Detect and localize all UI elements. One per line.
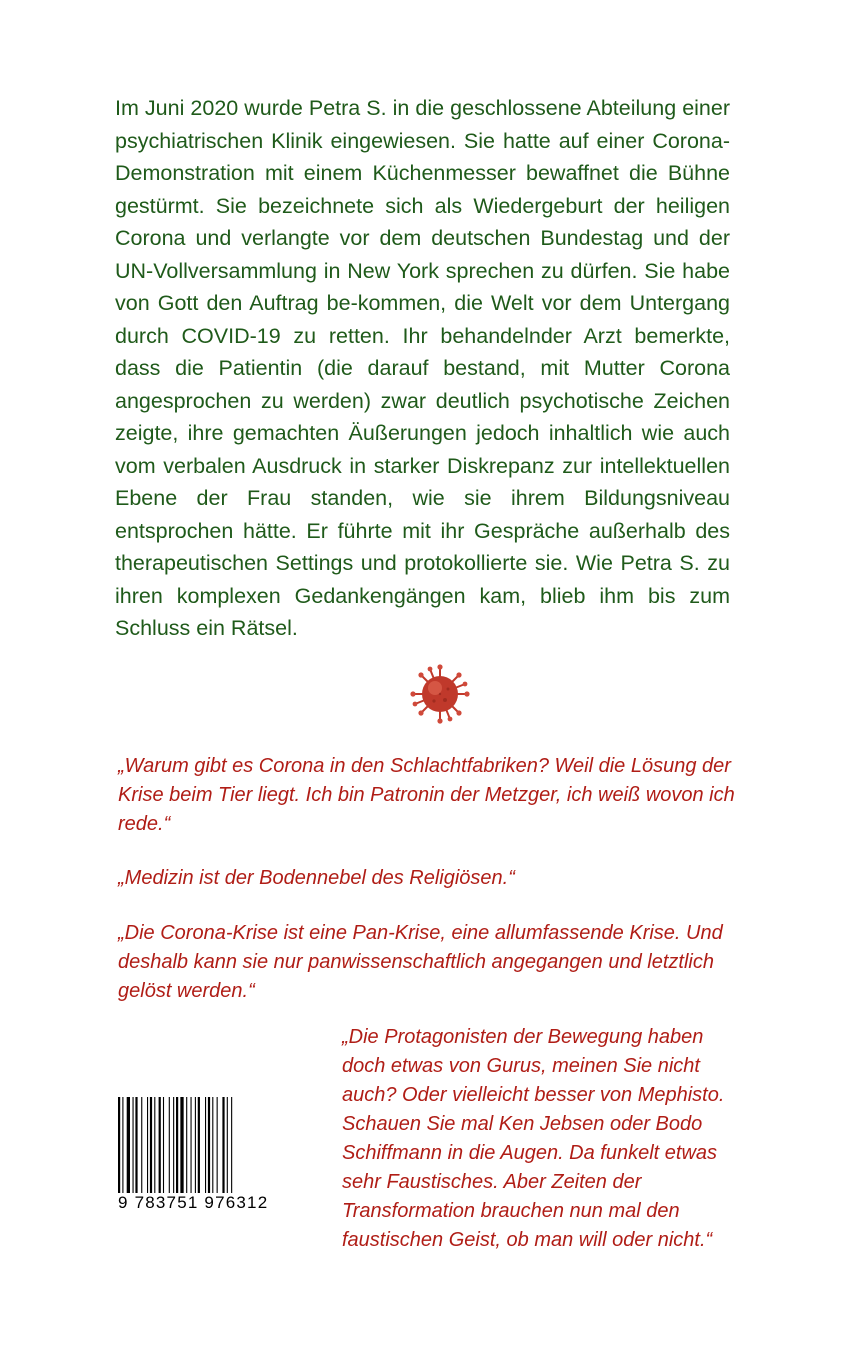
quote-1: „Warum gibt es Corona in den Schlachtfabriken? Weil die Lösung der Krise beim Tier liegt. Ich bin Patronin der Metzger, ich weiß wovon ich rede.“ <box>118 755 735 835</box>
quote-3: „Die Corona-Krise ist eine Pan-Krise, eine allumfassende Krise. Und deshalb kann sie nur panwissenschaftlich angegangen und letztlich gelöst werden.“ <box>118 922 723 1002</box>
coronavirus-icon <box>410 664 470 724</box>
back-cover-blurb: Im Juni 2020 wurde Petra S. in die geschlossene Abteilung einer psychiatrischen Klinik eingewiesen. Sie hatte auf einer Corona-Demonstration mit einem Küchenmesser bewaffnet die Bühne gestürmt. Sie bezeichnete sich als Wiedergeburt der heiligen Corona und verlangte vor dem deutschen Bundestag und der UN-Vollversammlung in New York sprechen zu dürfen. Sie habe von Gott den Auftrag be-kommen, die Welt vor dem Untergang durch COVID-19 zu retten. Ihr behandelnder Arzt bemerkte, dass die Patientin (die darauf bestand, mit Mutter Corona angesprochen zu werden) zwar deutlich psychotische Zeichen zeigte, ihre gemachten Äußerungen jedoch inhaltlich wie auch vom verbalen Ausdruck in starker Diskrepanz zur intellektuellen Ebene der Frau standen, wie sie ihrem Bildungsniveau entsprochen hätte. Er führte mit ihr Gespräche außerhalb des therapeutischen Settings und protokollierte sie. Wie Petra S. zu ihren komplexen Gedankengängen kam, blieb ihm bis zum Schluss ein Rätsel. <box>115 96 730 640</box>
quote-2: „Medizin ist der Bodennebel des Religiösen.“ <box>118 867 515 889</box>
isbn-number: 9 783751 976312 <box>116 1193 278 1213</box>
quote-4: „Die Protagonisten der Bewegung haben doch etwas von Gurus, meinen Sie nicht auch? Oder vielleicht besser von Mephisto. Schauen Sie mal Ken Jebsen oder Bodo Schiffmann in die Augen. Da funkelt etwas sehr Faustisches. Aber Zeiten der Transformation brauchen nun mal den faustischen Geist, ob man will oder nicht.“ <box>342 1026 725 1251</box>
